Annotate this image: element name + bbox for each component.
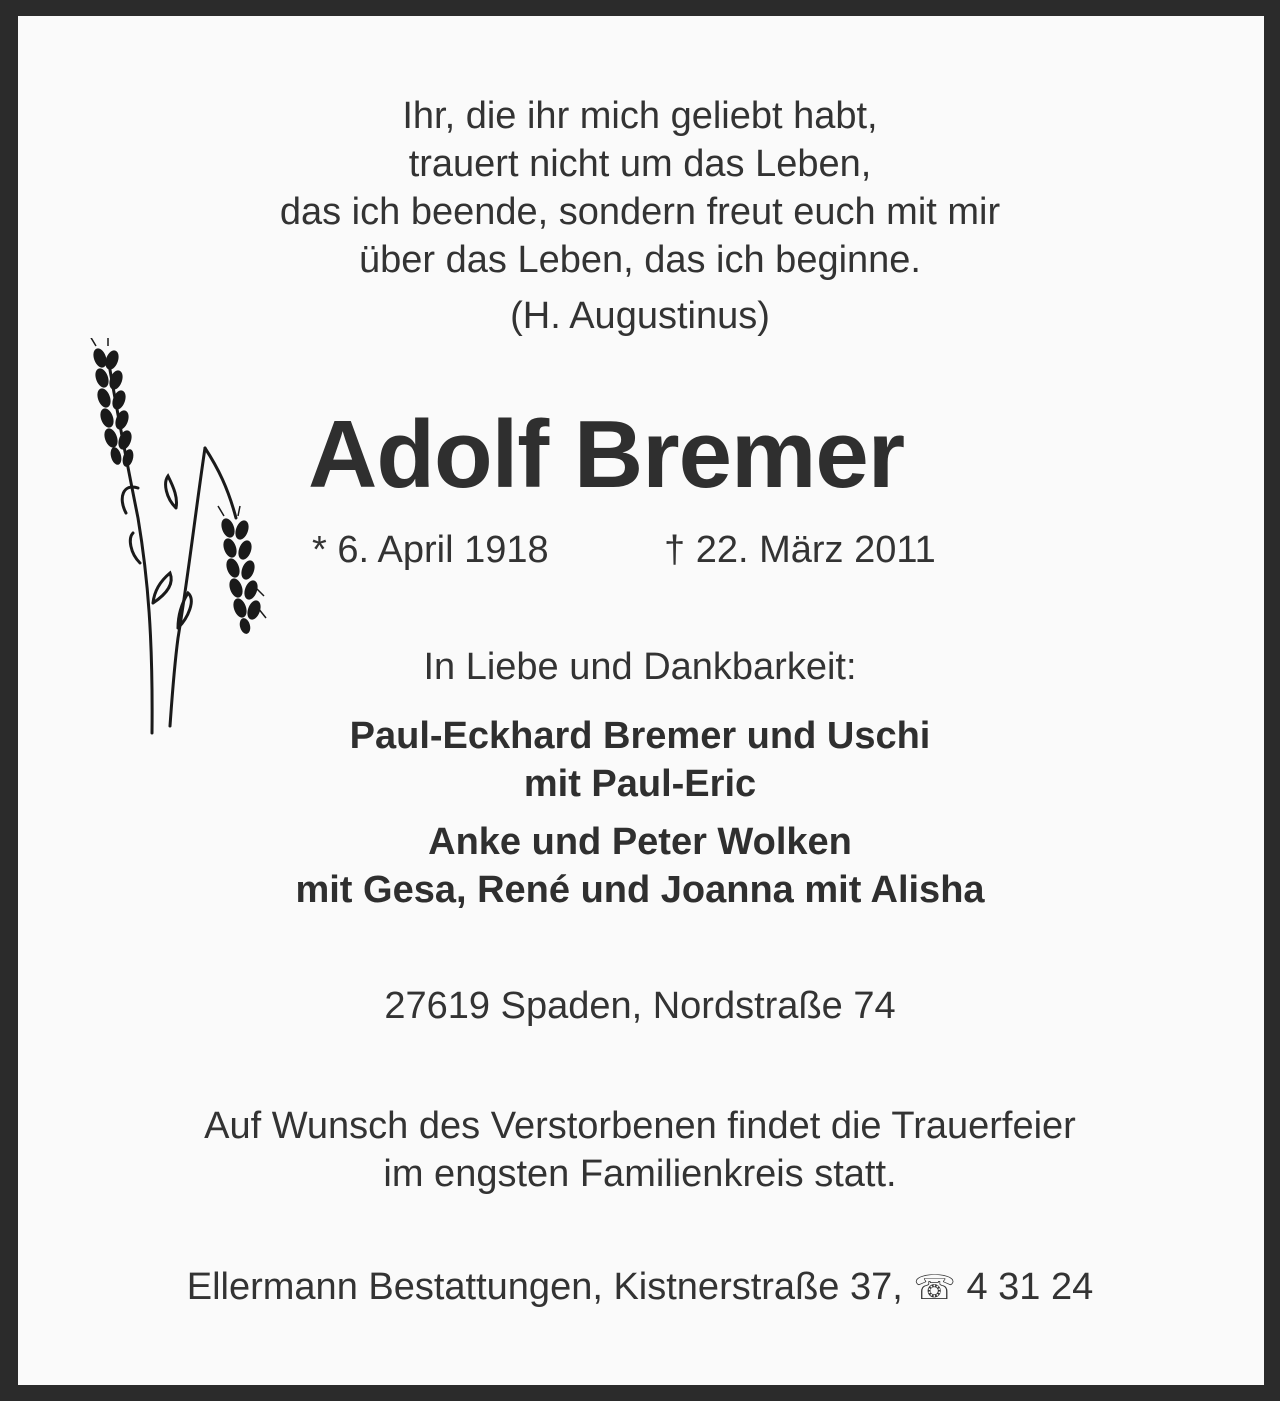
address: 27619 Spaden, Nordstraße 74 [384,985,896,1027]
family-line: mit Gesa, René und Joanna mit Alisha [295,869,985,911]
funeral-notice [0,1102,1280,1198]
birth-date: * 6. April 1918 [312,529,549,571]
poem-author: (H. Augustinus) [510,295,770,337]
undertaker-phone: 4 31 24 [966,1266,1094,1308]
death-date: † 22. März 2011 [664,529,936,571]
deceased-name: Adolf Bremer [308,401,905,508]
family-group [0,712,1280,808]
family-line: mit Paul-Eric [523,763,757,805]
family-line: Paul-Eckhard Bremer und Uschi [349,715,931,757]
undertaker [0,1263,1280,1312]
undertaker-text: Ellermann Bestattungen, Kistnerstraße 37, [186,1266,903,1308]
notice-line: im engsten Familienkreis statt. [383,1153,897,1195]
telephone-icon: ☏ [913,1269,956,1307]
dedication: In Liebe und Dankbarkeit: [423,646,857,688]
poem-line: trauert nicht um das Leben, [408,143,872,185]
family-group [0,818,1280,914]
family-line: Anke und Peter Wolken [428,821,852,863]
poem-line: über das Leben, das ich beginne. [359,239,921,281]
poem-line: Ihr, die ihr mich geliebt habt, [402,95,878,137]
poem-line: das ich beende, sondern freut euch mit mir [279,191,1001,233]
notice-line: Auf Wunsch des Verstorbenen findet die Trauerfeier [204,1105,1076,1147]
poem [0,92,1280,284]
family-list [0,712,1280,924]
